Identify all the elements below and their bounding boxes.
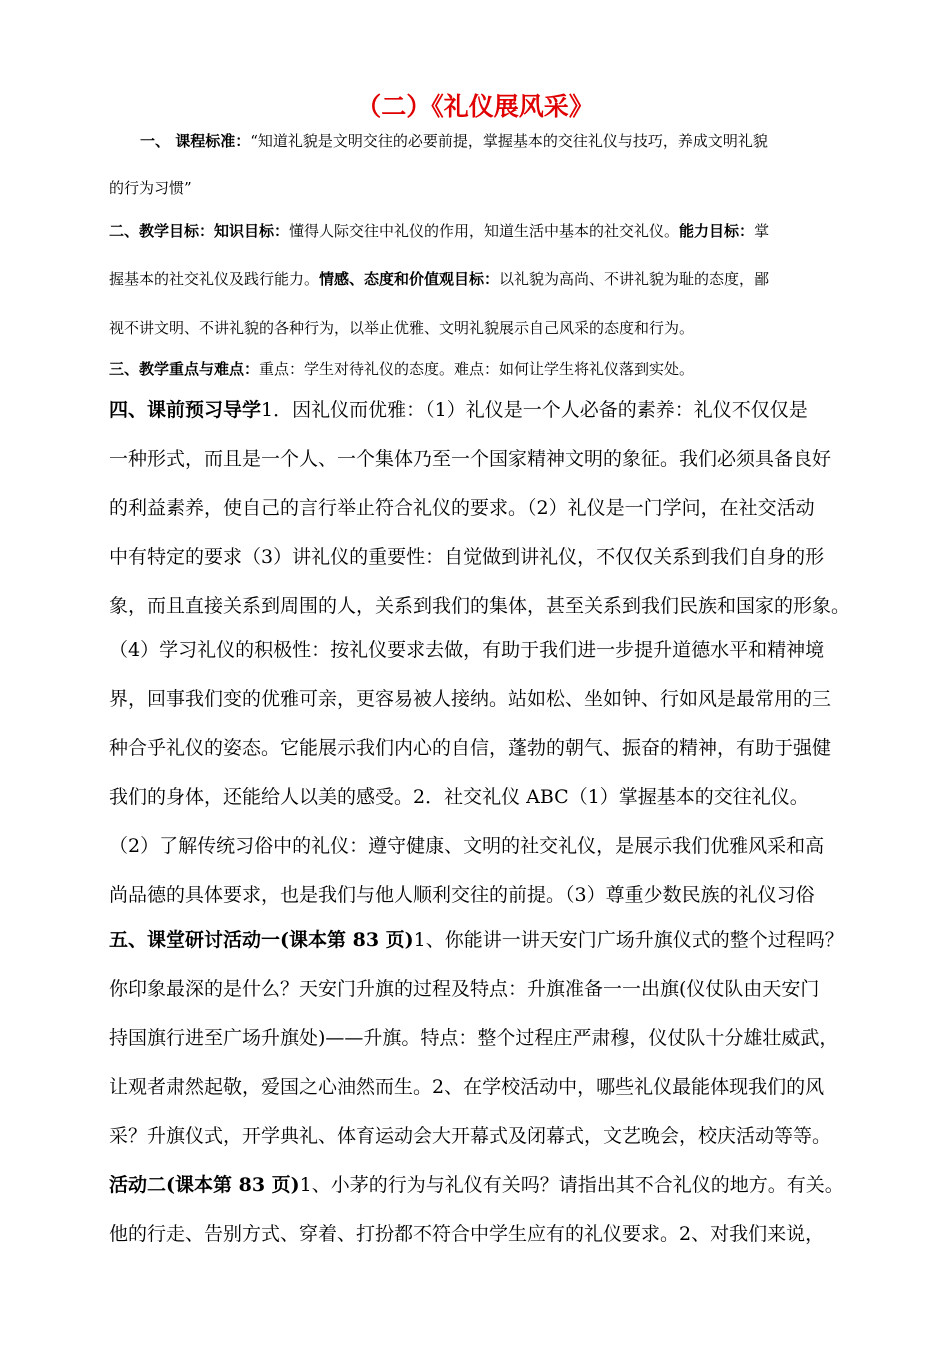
- activity-one-text: 1、你能讲一讲天安门广场升旗仪式的整个过程吗？: [413, 929, 844, 951]
- emotion-goal-label: 情感、态度和价值观目标：: [319, 270, 500, 288]
- preview-line-8: 种合乎礼仪的姿态。它能展示我们内心的自信，蓬勃的朝气、振奋的精神，有助于强健: [109, 737, 832, 759]
- key-points-text: 重点：学生对待礼仪的态度。难点：如何让学生将礼仪落到实处。: [259, 360, 695, 378]
- knowledge-goal-text: 懂得人际交往中礼仪的作用，知道生活中基本的社交礼仪。: [289, 222, 680, 240]
- course-standard-heading: 一、 课程标准：: [140, 132, 251, 150]
- activity-one-heading: 五、课堂研讨活动一(课本第 83 页): [109, 929, 414, 951]
- key-points-line: [109, 358, 694, 380]
- preview-line-10: （2）了解传统习俗中的礼仪：遵守健康、文明的社交礼仪，是展示我们优雅风采和高: [109, 835, 825, 857]
- ability-goal-text-b: 握基本的社交礼仪及践行能力。: [109, 270, 320, 288]
- preview-heading: 四、课前预习导学: [109, 399, 262, 421]
- activity-two-heading: 活动二(课本第 83 页): [109, 1174, 300, 1196]
- teaching-goals-line-3: 视不讲文明、不讲礼貌的各种行为，以举止优雅、文明礼貌展示自己风采的态度和行为。: [109, 319, 695, 337]
- activity-two-line-1: [109, 1171, 844, 1199]
- key-points-heading: 三、教学重点与难点：: [109, 360, 260, 378]
- preview-line-2: 一种形式，而且是一个人、一个集体乃至一个国家精神文明的象征。我们必须具备良好: [109, 448, 832, 470]
- preview-line-3: 的利益素养，使自己的言行举止符合礼仪的要求。（2）礼仪是一门学问，在社交活动: [109, 497, 815, 519]
- course-standard-text: “知道礼貌是文明交往的必要前提，掌握基本的交往礼仪与技巧，养成文明礼貌: [250, 132, 768, 150]
- preview-line-5: 象，而且直接关系到周围的人，关系到我们的集体，甚至关系到我们民族和国家的形象。: [109, 595, 851, 617]
- knowledge-goal-label: 知识目标：: [214, 222, 290, 240]
- teaching-goals-heading: 二、教学目标：: [109, 222, 215, 240]
- teaching-goals-line-1: [109, 220, 769, 242]
- emotion-goal-text-a: 以礼貌为高尚、不讲礼貌为耻的态度，鄙: [499, 270, 770, 288]
- page-title: （二）《礼仪展风采》: [356, 92, 594, 121]
- activity-one-line-3: 持国旗行进至广场升旗处)——升旗。特点：整个过程庄严肃穆，仪仗队十分雄壮威武，: [109, 1027, 839, 1049]
- ability-goal-label: 能力目标：: [679, 222, 755, 240]
- teaching-goals-line-2: [109, 268, 769, 290]
- activity-one-line-4: 让观者肃然起敬，爱国之心油然而生。2、在学校活动中，哪些礼仪最能体现我们的风: [109, 1076, 825, 1098]
- preview-text: 1．因礼仪而优雅：（1）礼仪是一个人必备的素养：礼仪不仅仅是: [261, 399, 808, 421]
- preview-line-6: （4）学习礼仪的积极性：按礼仪要求去做，有助于我们进一步提升道德水平和精神境: [109, 639, 825, 661]
- activity-one-line-5: 采？升旗仪式，开学典礼、体育运动会大开幕式及闭幕式，文艺晚会，校庆活动等等。: [109, 1125, 832, 1147]
- preview-line-1: [109, 396, 808, 424]
- preview-line-9: 我们的身体，还能给人以美的感受。2．社交礼仪 ABC（1）掌握基本的交往礼仪。: [109, 786, 809, 808]
- course-standard-line-2: 的行为习惯”: [109, 179, 192, 197]
- preview-line-11: 尚品德的具体要求，也是我们与他人顺利交往的前提。（3）尊重少数民族的礼仪习俗: [109, 884, 815, 906]
- activity-one-line-1: [109, 926, 844, 954]
- ability-goal-text-a: 掌: [754, 222, 770, 240]
- preview-line-4: 中有特定的要求（3）讲礼仪的重要性：自觉做到讲礼仪，不仅仅关系到我们自身的形: [109, 546, 825, 568]
- course-standard-line-1: [140, 130, 768, 152]
- activity-two-line-2: 他的行走、告别方式、穿着、打扮都不符合中学生应有的礼仪要求。2、对我们来说，: [109, 1223, 825, 1245]
- activity-two-text: 1、小茅的行为与礼仪有关吗？请指出其不合礼仪的地方。有关。: [299, 1174, 844, 1196]
- activity-one-line-2: 你印象最深的是什么？天安门升旗的过程及特点：升旗准备一一出旗(仪仗队由天安门: [109, 978, 820, 1000]
- preview-line-7: 界，回事我们变的优雅可亲，更容易被人接纳。站如松、坐如钟、行如风是最常用的三: [109, 688, 832, 710]
